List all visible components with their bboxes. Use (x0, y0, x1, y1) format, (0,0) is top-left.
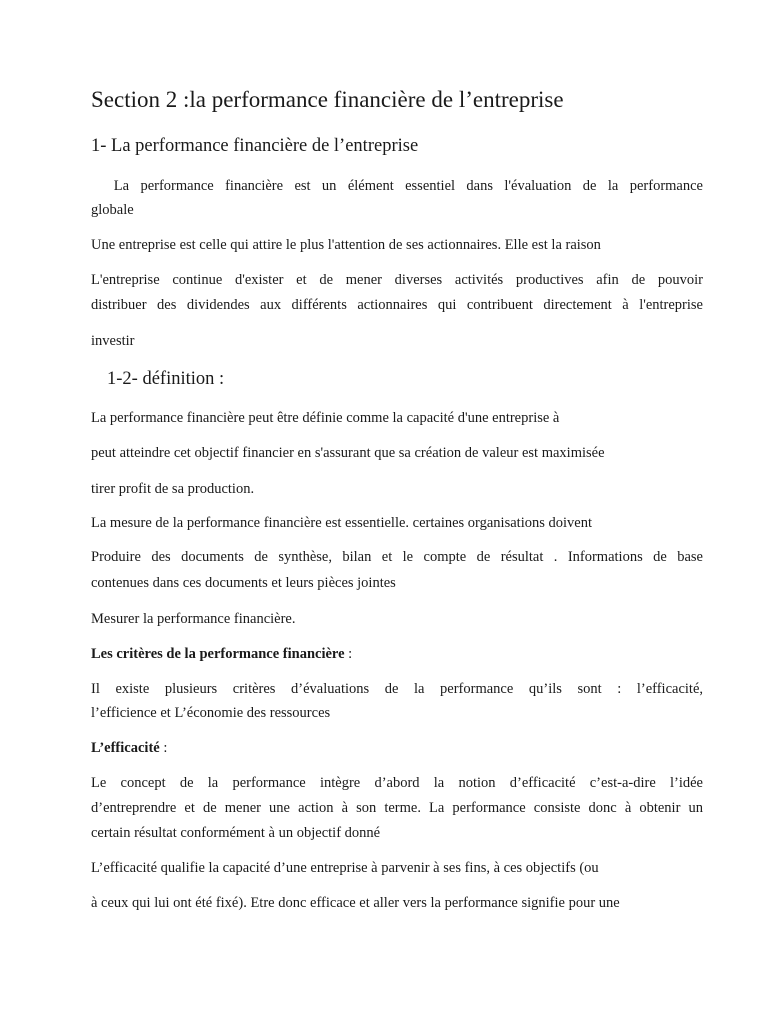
paragraph-1-line-1: La performance financière est un élément essentiel dans l'évaluation de la performance (91, 178, 703, 194)
documents-line-1: Produire des documents de synthèse, bilan et le compte de résultat . Informations de base (91, 549, 703, 565)
paragraph-3-line-1: L'entreprise continue d'exister et de mener diverses activités productives afin de pouvoir (91, 272, 703, 288)
paragraph-3-line-3: investir (91, 333, 135, 349)
paragraph-2: Une entreprise est celle qui attire le plus l'attention de ses actionnaires. Elle est la raison (91, 237, 601, 253)
final-line-1: L’efficacité qualifie la capacité d’une entreprise à parvenir à ses fins, à ces objectifs (ou (91, 860, 599, 876)
final-line-2: à ceux qui lui ont été fixé). Etre donc efficace et aller vers la performance signifie pour une (91, 895, 620, 911)
criteria-heading (91, 645, 352, 663)
heading-definition: 1-2- définition : (107, 369, 225, 389)
efficacite-heading-bold: L’efficacité (91, 740, 160, 756)
efficacite-line-3: certain résultat conformément à un objectif donné (91, 825, 381, 841)
section-title: Section 2 :la performance financière de l’entreprise (91, 87, 564, 112)
criteria-heading-colon: : (344, 646, 353, 662)
criteria-heading-bold: Les critères de la performance financière (91, 646, 345, 662)
definition-line-1: La performance financière peut être définie comme la capacité d'une entreprise à (91, 410, 560, 426)
measure-line: Mesurer la performance financière. (91, 611, 296, 627)
definition-line-2: peut atteindre cet objectif financier en s'assurant que sa création de valeur est maximisée (91, 445, 605, 461)
paragraph-3-line-2: distribuer des dividendes aux différents actionnaires qui contribuent directement à l'entreprise (91, 297, 703, 313)
efficacite-heading (91, 739, 167, 757)
criteria-line-1: Il existe plusieurs critères d’évaluations de la performance qu’ils sont : l’efficacité, (91, 681, 703, 697)
definition-line-4: La mesure de la performance financière est essentielle. certaines organisations doivent (91, 515, 592, 531)
efficacite-line-1: Le concept de la performance intègre d’abord la notion d’efficacité c’est-a-dire l’idée (91, 775, 703, 791)
paragraph-1-line-2: globale (91, 202, 134, 218)
definition-line-3: tirer profit de sa production. (91, 481, 255, 497)
efficacite-line-2: d’entreprendre et de mener une action à son terme. La performance consiste donc à obtenir un (91, 800, 703, 816)
efficacite-heading-colon: : (159, 740, 168, 756)
criteria-line-2: l’efficience et L’économie des ressources (91, 705, 331, 721)
documents-line-2: contenues dans ces documents et leurs pièces jointes (91, 575, 396, 591)
heading-performance-financiere: 1- La performance financière de l’entreprise (91, 136, 419, 156)
